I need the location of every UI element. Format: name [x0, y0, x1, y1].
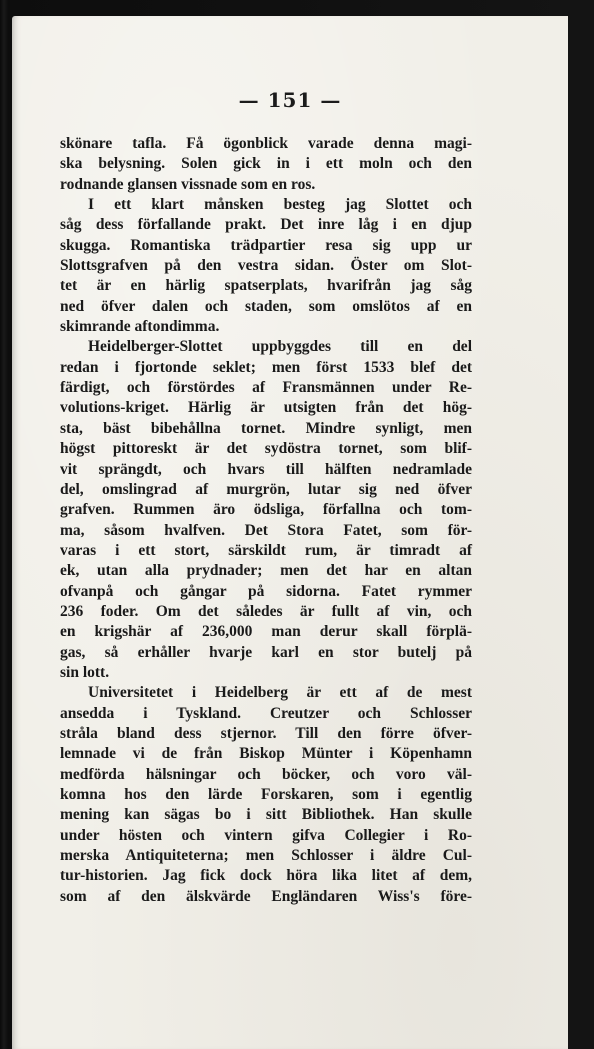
- text-line: Heidelberger-Slottet uppbyggdes till en del: [88, 338, 472, 356]
- text-line: vit sprängdt, och hvars till hälften nedramlade: [60, 460, 472, 478]
- text-line: skugga. Romantiska trädpartier resa sig upp ur: [60, 236, 472, 254]
- text-line: stråla bland dess stjernor. Till den förre öfver-: [60, 724, 472, 742]
- body-text: [60, 134, 472, 907]
- text-line: rodnande glansen vissnade som en ros.: [60, 175, 316, 193]
- text-line: volutions-kriget. Härlig är utsigten från det hög-: [60, 399, 472, 417]
- text-line: del, omslingrad af murgrön, lutar sig ned öfver: [60, 480, 472, 498]
- text-line: ma, såsom hvalfven. Det Stora Fatet, som för-: [60, 521, 472, 539]
- text-line: tet är en härlig spatserplats, hvarifrån jag såg: [60, 277, 472, 295]
- text-line: skönare tafla. Få ögonblick varade denna magi-: [60, 135, 472, 152]
- book-page: [12, 16, 568, 1049]
- text-line: sin lott.: [60, 663, 110, 681]
- text-line: mening kan sägas bo i sitt Bibliothek. Han skulle: [60, 806, 472, 824]
- text-line: redan i fjortonde seklet; men först 1533 blef det: [60, 358, 472, 376]
- text-line: komna hos den lärde Forskaren, som i egentlig: [60, 786, 472, 803]
- text-line: ska belysning. Solen gick in i ett moln och den: [60, 155, 472, 173]
- text-line: Universitetet i Heidelberg är ett af de mest: [88, 684, 472, 702]
- text-line: högst pittoreskt är det sydöstra tornet, som blif-: [60, 440, 472, 458]
- text-line: gas, så erhåller hvarje karl en stor butelj på: [60, 643, 472, 661]
- text-line: varas i ett stort, särskildt rum, är timradt af: [60, 541, 472, 559]
- text-line: ned öfver dalen och staden, som omslötos af en: [60, 297, 472, 315]
- text-line: sta, bäst bibehållna tornet. Mindre synligt, men: [60, 419, 472, 437]
- text-line: I ett klart månsken besteg jag Slottet och: [88, 196, 472, 214]
- text-line: lemnade vi de från Biskop Münter i Köpenhamn: [60, 745, 472, 763]
- text-line: färdigt, och förstördes af Fransmännen under Re-: [60, 379, 472, 397]
- text-line: tur-historien. Jag fick dock höra lika litet af dem,: [60, 867, 472, 885]
- text-line: 236 foder. Om det således är fullt af vin, och: [60, 602, 472, 620]
- text-line: ek, utan alla prydnader; men det har en altan: [60, 562, 472, 580]
- text-line: grafven. Rummen äro ödsliga, förfallna och tom-: [60, 501, 472, 519]
- text-line: Slottsgrafven på den vestra sidan. Öster om Slot-: [60, 257, 472, 275]
- text-line: merska Antiquiteterna; men Schlosser i äldre Cul-: [60, 847, 472, 865]
- page-number-header: — 151 —: [238, 88, 342, 112]
- text-line: ansedda i Tyskland. Creutzer och Schlosser: [60, 704, 472, 722]
- text-line: en krigshär af 236,000 man derur skall förplä-: [60, 623, 472, 641]
- text-line: under hösten och vintern gifva Collegier i Ro-: [60, 826, 472, 844]
- text-line: såg dess förfallande prakt. Det inre låg i en djup: [60, 216, 472, 234]
- text-line: medförda hälsningar och böcker, och voro väl-: [60, 765, 472, 783]
- text-line: skimrande aftondimma.: [60, 318, 220, 336]
- text-line: ofvanpå och gångar på sidorna. Fatet rymmer: [60, 582, 472, 600]
- text-line: som af den älskvärde Engländaren Wiss's före-: [60, 887, 472, 905]
